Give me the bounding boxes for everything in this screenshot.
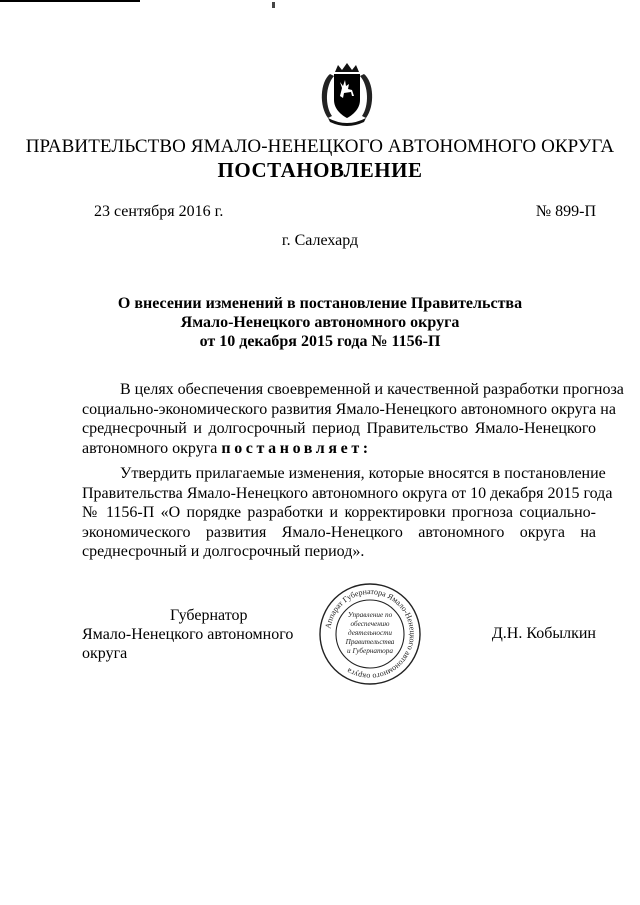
paragraph-line: среднесрочный и долгосрочный период». bbox=[82, 543, 365, 560]
stamp-ring-text: Аппарат Губернатора Ямало-Ненецкого автономного округа bbox=[323, 586, 418, 682]
paragraph-line: Правительства Ямало-Ненецкого автономного округа от 10 декабря 2015 года bbox=[82, 484, 613, 502]
organization-title: ПРАВИТЕЛЬСТВО ЯМАЛО-НЕНЕЦКОГО АВТОНОМНОГО ОКРУГА bbox=[25, 136, 615, 157]
paragraph-line: В целях обеспечения своевременной и качественной разработки прогноза bbox=[120, 381, 624, 398]
subject-line: О внесении изменений в постановление Правительства bbox=[117, 295, 523, 312]
paragraph-line: Утвердить прилагаемые изменения, которые вносятся в постановление bbox=[120, 465, 606, 482]
document-city: г. Салехард bbox=[281, 232, 359, 249]
official-stamp bbox=[318, 582, 422, 686]
paragraph-line bbox=[82, 439, 596, 459]
signatory-title-line: Губернатор bbox=[170, 607, 248, 624]
scan-top-border bbox=[0, 0, 140, 2]
stamp-center-line: деятельности bbox=[348, 629, 392, 637]
document-type: ПОСТАНОВЛЕНИЕ bbox=[217, 158, 423, 182]
stamp-center-line: Управление по bbox=[347, 611, 393, 619]
paragraph-line: экономического развития Ямало-Ненецкого автономного округа на bbox=[82, 523, 596, 541]
document-number: № 899-П bbox=[535, 203, 596, 220]
subject-line: Ямало-Ненецкого автономного округа bbox=[180, 314, 460, 331]
signatory-name: Д.Н. Кобылкин bbox=[491, 625, 596, 642]
signatory-title-line: Ямало-Ненецкого автономного округа bbox=[82, 626, 294, 662]
paragraph-line: № 1156-П «О порядке разработки и корректировки прогноза социально- bbox=[82, 504, 596, 521]
signatory-title bbox=[82, 606, 332, 663]
stamp-center-line: обеспечению bbox=[350, 620, 390, 628]
resolution-paragraph bbox=[82, 464, 613, 562]
subject-line: от 10 декабря 2015 года № 1156-П bbox=[199, 333, 441, 350]
preamble-paragraph bbox=[82, 380, 624, 458]
coat-of-arms-emblem bbox=[316, 62, 378, 126]
stamp-center-line: и Губернатора bbox=[347, 647, 393, 655]
decree-word: постановляет: bbox=[221, 439, 372, 457]
paragraph-line: социально-экономического развития Ямало-Ненецкого автономного округа на bbox=[82, 400, 616, 418]
stamp-center-line: Правительства bbox=[345, 638, 395, 646]
paragraph-line-text: автономного округа bbox=[82, 439, 218, 457]
document-subject bbox=[0, 294, 640, 351]
paragraph-line: среднесрочный и долгосрочный период Правительство Ямало-Ненецкого bbox=[82, 420, 596, 437]
scan-artifact bbox=[272, 2, 275, 8]
document-date: 23 сентября 2016 г. bbox=[94, 203, 224, 220]
